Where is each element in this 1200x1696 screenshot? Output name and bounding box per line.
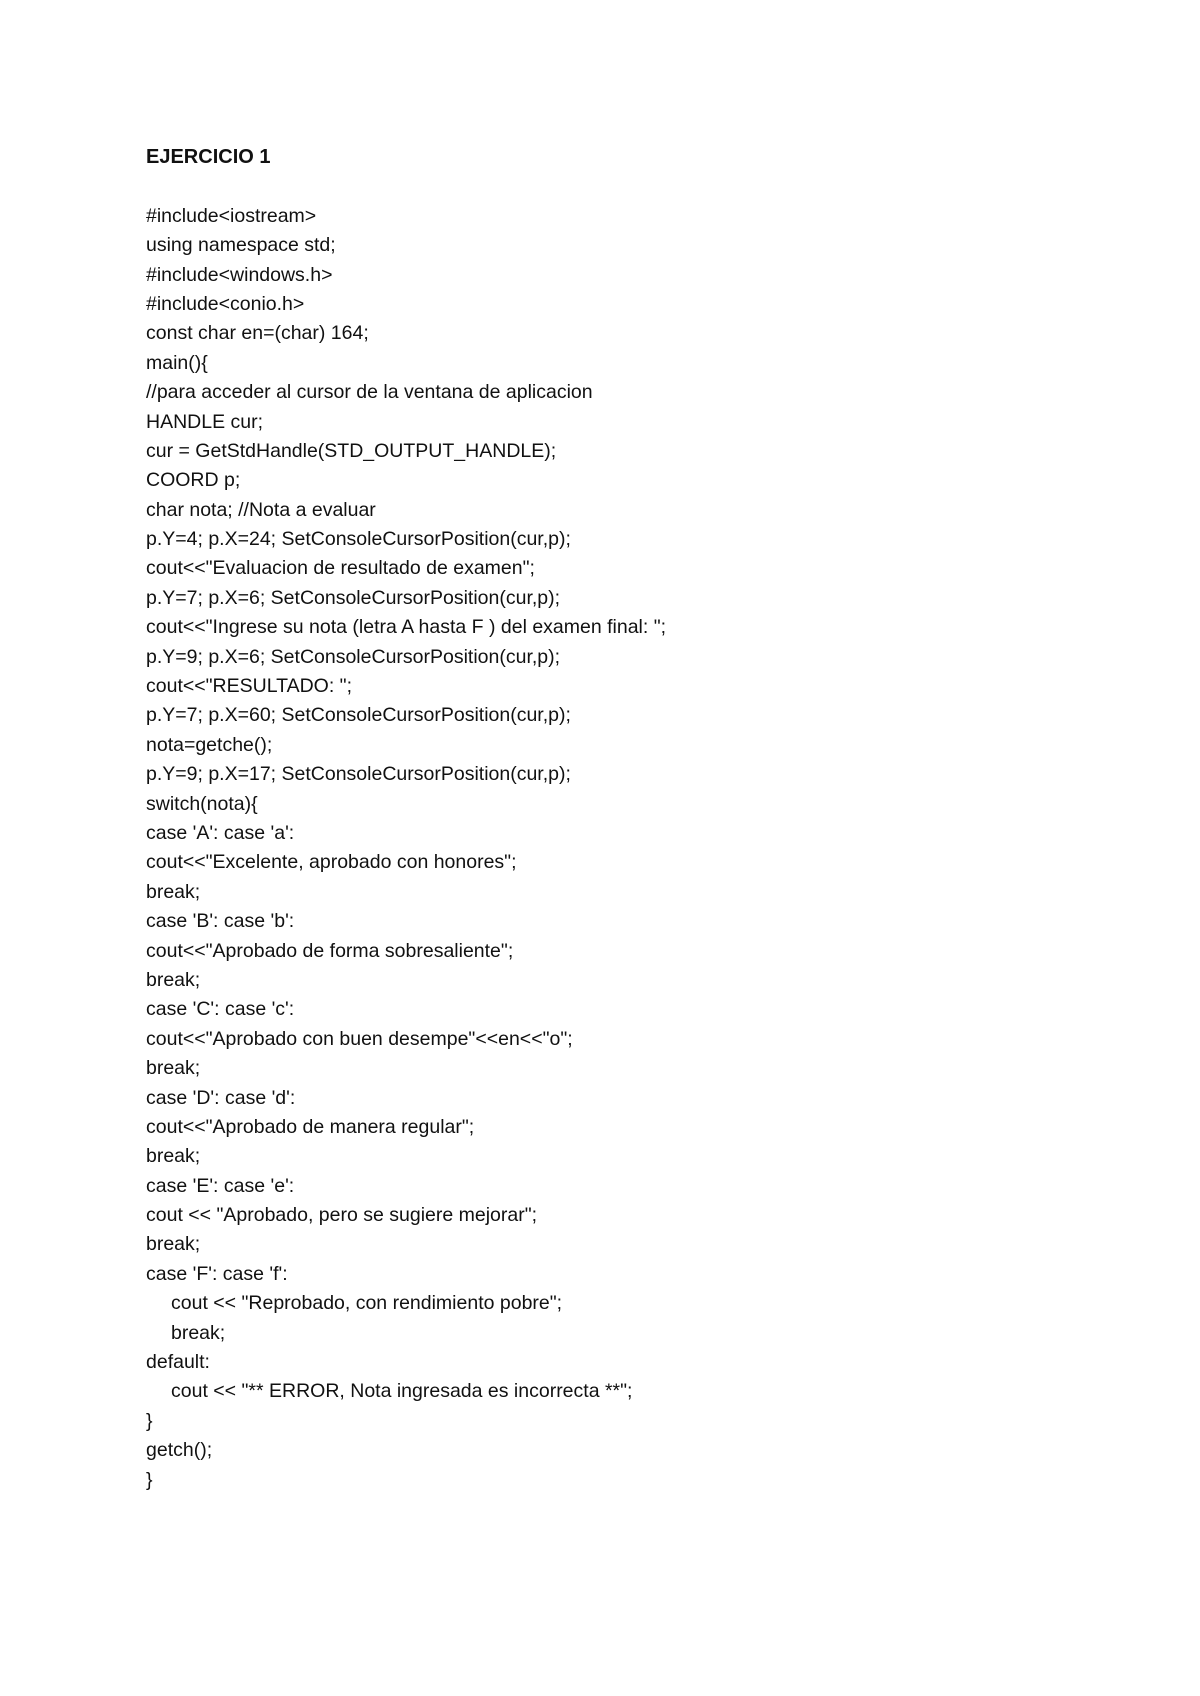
code-line: cout<<"Aprobado con buen desempe"<<en<<"o"; xyxy=(146,1027,573,1050)
code-line: } xyxy=(146,1409,153,1432)
code-line: case 'C': case 'c': xyxy=(146,998,295,1021)
code-line: char nota; //Nota a evaluar xyxy=(146,498,376,521)
code-line: getch(); xyxy=(146,1439,213,1462)
code-line: p.Y=9; p.X=6; SetConsoleCursorPosition(cur,p); xyxy=(146,645,561,668)
code-line: cout<<"Excelente, aprobado con honores"; xyxy=(146,851,517,874)
code-line: p.Y=4; p.X=24; SetConsoleCursorPosition(cur,p); xyxy=(146,528,571,551)
code-line: case 'E': case 'e': xyxy=(146,1174,295,1197)
code-line: cout<<"Aprobado de manera regular"; xyxy=(146,1115,475,1138)
code-line: } xyxy=(146,1468,153,1491)
code-line: break; xyxy=(146,1145,201,1168)
code-line: using namespace std; xyxy=(146,234,336,257)
code-line: case 'D': case 'd': xyxy=(146,1086,296,1109)
code-line: case 'A': case 'a': xyxy=(146,821,295,844)
code-line: #include<windows.h> xyxy=(146,263,333,286)
code-line: switch(nota){ xyxy=(146,792,258,815)
document-title: EJERCICIO 1 xyxy=(146,146,271,168)
code-line: p.Y=7; p.X=60; SetConsoleCursorPosition(cur,p); xyxy=(146,704,571,727)
code-line: cout<<"Evaluacion de resultado de examen"; xyxy=(146,557,535,580)
code-line: #include<iostream> xyxy=(146,204,317,227)
code-line: cout<<"Aprobado de forma sobresaliente"; xyxy=(146,939,514,962)
code-line: #include<conio.h> xyxy=(146,292,305,315)
code-line: break; xyxy=(146,880,201,903)
code-line: const char en=(char) 164; xyxy=(146,322,369,345)
code-line: p.Y=9; p.X=17; SetConsoleCursorPosition(cur,p); xyxy=(146,763,571,786)
code-line: nota=getche(); xyxy=(146,733,273,756)
code-line: p.Y=7; p.X=6; SetConsoleCursorPosition(cur,p); xyxy=(146,586,561,609)
code-line: COORD p; xyxy=(146,469,241,492)
code-line: break; xyxy=(146,1233,201,1256)
code-line: case 'F': case 'f': xyxy=(146,1262,288,1285)
code-line: cout << "** ERROR, Nota ingresada es incorrecta **"; xyxy=(171,1380,633,1403)
code-line: break; xyxy=(146,1057,201,1080)
code-line: default: xyxy=(146,1351,210,1374)
code-line: case 'B': case 'b': xyxy=(146,910,295,933)
document-content xyxy=(146,143,1106,1495)
code-line: cur = GetStdHandle(STD_OUTPUT_HANDLE); xyxy=(146,439,557,462)
code-listing xyxy=(146,202,1106,1495)
code-line: HANDLE cur; xyxy=(146,410,264,433)
code-line: cout<<"RESULTADO: "; xyxy=(146,675,353,698)
code-line: main(){ xyxy=(146,351,208,374)
code-line: break; xyxy=(171,1321,226,1344)
code-line: cout << "Aprobado, pero se sugiere mejorar"; xyxy=(146,1204,538,1227)
code-line: cout << "Reprobado, con rendimiento pobre"; xyxy=(171,1292,563,1315)
code-line: break; xyxy=(146,968,201,991)
code-line: //para acceder al cursor de la ventana de aplicacion xyxy=(146,381,593,404)
code-line: cout<<"Ingrese su nota (letra A hasta F ) del examen final: "; xyxy=(146,616,667,639)
